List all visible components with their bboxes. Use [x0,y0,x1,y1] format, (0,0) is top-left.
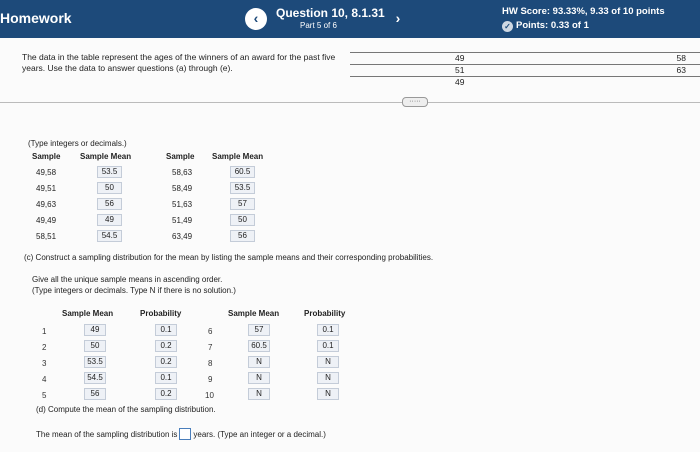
mean-answer-line [36,428,326,440]
row-number: 3 [42,359,47,368]
intro-text: The data in the table represent the ages of the winners of an award for the past five years. Use the data to answer questions (a) through (e). [22,52,336,73]
dist-mean-header-right: Sample Mean [228,309,280,318]
dist-prob-input[interactable]: N [317,388,339,400]
data-row: 49 [455,77,465,87]
app-title: Homework [0,10,72,26]
hw-score: HW Score: 93.33%, 9.33 of 10 points [502,6,665,17]
row-number: 7 [208,343,213,352]
dist-mean-input[interactable]: N [248,388,270,400]
sample-mean-input[interactable]: 53.5 [97,166,122,178]
dist-prob-input[interactable]: 0.1 [317,324,339,336]
mean-prefix: The mean of the sampling distribution is [36,430,178,439]
dist-prob-input[interactable]: 0.2 [155,388,177,400]
dist-prob-input[interactable]: 0.1 [155,324,177,336]
section-divider [0,102,700,103]
sample-mean-input[interactable]: 57 [230,198,255,210]
sample-value: 49,51 [36,184,57,193]
dist-prob-input[interactable]: 0.2 [155,340,177,352]
next-question-button[interactable]: › [395,10,401,26]
row-number: 8 [208,359,213,368]
row-number: 5 [42,391,47,400]
sample-mean-input[interactable]: 50 [97,182,122,194]
row-number: 10 [205,391,214,400]
points-label: Points: 0.33 of 1 [516,20,589,31]
dist-prob-input[interactable]: 0.1 [317,340,339,352]
dist-mean-input[interactable]: 56 [84,388,106,400]
sample-header: Sample [32,152,61,161]
mean-answer-input[interactable] [179,428,191,440]
dist-prob-input[interactable]: N [317,372,339,384]
sample-mean-header-right: Sample Mean [212,152,264,161]
question-title: Question 10, 8.1.31 [276,6,385,20]
dist-prob-input[interactable]: 0.1 [155,372,177,384]
sample-mean-input[interactable]: 56 [230,230,255,242]
points [502,20,589,32]
row-number: 9 [208,375,213,384]
dist-mean-input[interactable]: 57 [248,324,270,336]
sample-mean-input[interactable]: 50 [230,214,255,226]
part-indicator: Part 5 of 6 [300,21,337,30]
check-icon: ✓ [502,21,513,32]
data-table [350,52,700,89]
dist-mean-input[interactable]: 60.5 [248,340,270,352]
part-c-text: (c) Construct a sampling distribution for the mean by listing the sample means and their corresponding probabilities. [24,253,434,262]
sample-value: 51,63 [172,200,193,209]
data-row: 49 58 [455,53,686,63]
row-number: 2 [42,343,47,352]
expand-button[interactable]: ····· [402,97,428,107]
data-row: 51 63 [455,65,686,75]
mean-suffix: years. (Type an integer or a decimal.) [193,430,326,439]
dist-mean-input[interactable]: 49 [84,324,106,336]
sample-value: 58,63 [172,168,193,177]
dist-prob-input[interactable]: 0.2 [155,356,177,368]
sample-value: 58,51 [36,232,57,241]
row-number: 6 [208,327,213,336]
sample-value: 58,49 [172,184,193,193]
dist-mean-input[interactable]: 53.5 [84,356,106,368]
sample-value: 51,49 [172,216,193,225]
instruction-note: (Type integers or decimals. Type N if there is no solution.) [32,286,236,295]
dist-mean-input[interactable]: N [248,372,270,384]
previous-question-button[interactable]: ‹ [245,8,267,30]
sample-mean-input[interactable]: 53.5 [230,182,255,194]
sample-value: 49,58 [36,168,57,177]
dist-mean-input[interactable]: N [248,356,270,368]
dist-prob-input[interactable]: N [317,356,339,368]
dist-mean-input[interactable]: 54.5 [84,372,106,384]
sample-mean-input[interactable]: 49 [97,214,122,226]
row-number: 1 [42,327,47,336]
sample-mean-header: Sample Mean [80,152,132,161]
dist-prob-header: Probability [140,309,182,318]
sample-mean-input[interactable]: 56 [97,198,122,210]
instruction-text: Give all the unique sample means in ascending order. [32,275,223,284]
sample-value: 49,63 [36,200,57,209]
type-note: (Type integers or decimals.) [28,139,127,148]
sample-value: 49,49 [36,216,57,225]
part-d-text: (d) Compute the mean of the sampling distribution. [36,405,216,414]
row-number: 4 [42,375,47,384]
sample-header-right: Sample [166,152,195,161]
sample-mean-input[interactable]: 54.5 [97,230,122,242]
top-bar [0,0,700,38]
sample-value: 63,49 [172,232,193,241]
dist-mean-input[interactable]: 50 [84,340,106,352]
dist-mean-header: Sample Mean [62,309,114,318]
sample-mean-input[interactable]: 60.5 [230,166,255,178]
dist-prob-header-right: Probability [304,309,346,318]
